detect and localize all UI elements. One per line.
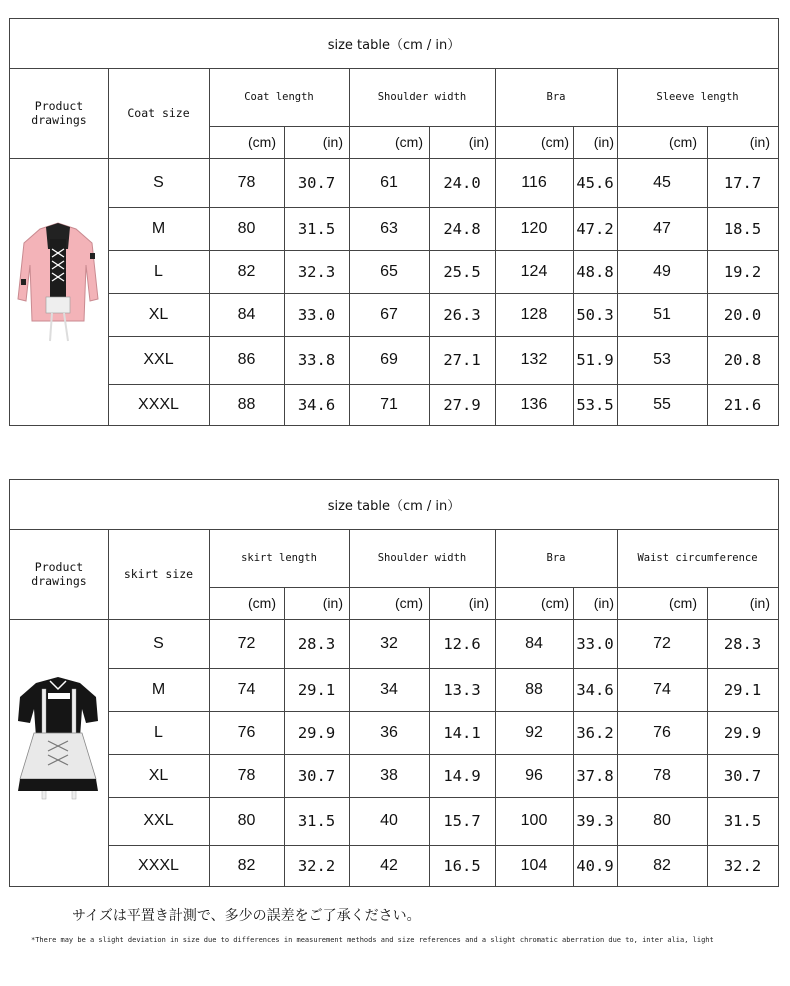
value-cell: 27.1 — [443, 351, 481, 369]
value-cell: 72 — [237, 634, 256, 652]
value-cell: 96 — [525, 766, 543, 784]
measure-header: Shoulder width — [377, 552, 467, 564]
value-cell: 29.9 — [297, 723, 336, 742]
measure-header: Coat length — [244, 91, 314, 103]
measure-header: Sleeve length — [656, 91, 739, 103]
unit-in: (in) — [468, 134, 489, 150]
value-cell: 29.1 — [723, 680, 762, 699]
unit-cm: (cm) — [248, 134, 276, 150]
size-column-label: skirt size — [123, 567, 194, 581]
size-table-skirt — [9, 479, 779, 887]
value-cell: 15.7 — [443, 812, 481, 830]
product-drawings-label: Product drawings — [31, 99, 87, 127]
value-cell: 13.3 — [443, 680, 481, 699]
measure-header: Bra — [546, 552, 566, 564]
value-cell: 40 — [380, 812, 398, 829]
measure-header: Shoulder width — [377, 91, 467, 103]
unit-cm: (cm) — [541, 595, 569, 611]
value-cell: 136 — [520, 396, 548, 413]
value-cell: 24.8 — [443, 219, 481, 238]
measure-header: Bra — [546, 91, 566, 103]
value-cell: 21.6 — [723, 396, 762, 414]
value-cell: 32.3 — [297, 262, 336, 281]
size-cell: S — [153, 173, 164, 191]
value-cell: 61 — [380, 173, 398, 191]
product-drawings-label: Product drawings — [31, 560, 87, 588]
value-cell: 25.5 — [443, 262, 481, 281]
value-cell: 100 — [520, 812, 548, 829]
size-cell: XXXL — [138, 857, 179, 874]
value-cell: 33.0 — [576, 634, 614, 653]
value-cell: 19.2 — [723, 262, 762, 281]
value-cell: 31.5 — [723, 812, 762, 830]
size-cell: XXL — [143, 351, 174, 368]
value-cell: 51.9 — [576, 351, 614, 369]
value-cell: 28.3 — [723, 634, 762, 653]
value-cell: 116 — [521, 173, 547, 191]
size-table-coat — [9, 18, 779, 426]
value-cell: 80 — [237, 219, 256, 237]
size-cell: XXL — [143, 812, 174, 829]
unit-cm: (cm) — [669, 595, 697, 611]
unit-in: (in) — [593, 595, 614, 611]
size-cell: L — [154, 262, 163, 280]
value-cell: 48.8 — [576, 262, 614, 281]
value-cell: 27.9 — [443, 396, 481, 414]
value-cell: 124 — [520, 262, 548, 280]
size-cell: XL — [148, 305, 169, 323]
table-title: size table（cm / in） — [327, 499, 461, 514]
value-cell: 34.6 — [297, 396, 336, 414]
value-cell: 50.3 — [576, 305, 614, 324]
size-cell: L — [154, 723, 163, 741]
value-cell: 49 — [653, 262, 671, 280]
value-cell: 82 — [237, 262, 256, 280]
value-cell: 32 — [380, 634, 398, 652]
value-cell: 42 — [380, 857, 398, 874]
value-cell: 132 — [520, 351, 548, 368]
unit-in: (in) — [468, 595, 489, 611]
unit-in: (in) — [322, 595, 343, 611]
unit-cm: (cm) — [248, 595, 276, 611]
value-cell: 80 — [237, 812, 256, 829]
unit-in: (in) — [749, 595, 770, 611]
value-cell: 84 — [237, 305, 256, 323]
value-cell: 39.3 — [576, 812, 614, 830]
size-cell: M — [151, 219, 166, 237]
unit-in: (in) — [322, 134, 343, 150]
value-cell: 86 — [237, 351, 256, 368]
value-cell: 67 — [380, 305, 398, 323]
value-cell: 92 — [525, 723, 543, 741]
value-cell: 104 — [520, 857, 548, 874]
value-cell: 47 — [653, 219, 671, 237]
measure-header: Waist circumference — [637, 552, 758, 564]
note-english: *There may be a slight deviation in size due to differences in measurement methods and size references and a slight chromatic aberration due to, inter alia, light — [31, 936, 714, 944]
value-cell: 14.1 — [443, 723, 481, 742]
value-cell: 16.5 — [443, 857, 481, 875]
unit-cm: (cm) — [395, 134, 423, 150]
note-japanese: サイズは平置き計測で、多少の誤差をご了承ください。 — [72, 908, 421, 924]
unit-in: (in) — [593, 134, 614, 150]
value-cell: 80 — [653, 812, 671, 829]
value-cell: 32.2 — [297, 857, 336, 875]
value-cell: 78 — [237, 173, 256, 191]
value-cell: 51 — [653, 305, 671, 323]
value-cell: 71 — [380, 396, 398, 413]
value-cell: 37.8 — [576, 766, 614, 785]
value-cell: 33.0 — [297, 305, 336, 324]
value-cell: 30.7 — [297, 766, 336, 785]
value-cell: 53.5 — [576, 396, 614, 414]
unit-cm: (cm) — [669, 134, 697, 150]
size-cell: XL — [148, 766, 169, 784]
value-cell: 128 — [520, 305, 548, 323]
value-cell: 40.9 — [576, 857, 614, 875]
value-cell: 78 — [237, 766, 256, 784]
value-cell: 12.6 — [443, 634, 481, 653]
value-cell: 32.2 — [723, 857, 762, 875]
value-cell: 28.3 — [297, 634, 336, 653]
size-column-label: Coat size — [127, 106, 190, 120]
value-cell: 17.7 — [723, 173, 762, 192]
value-cell: 31.5 — [297, 219, 336, 238]
value-cell: 29.1 — [297, 680, 336, 699]
value-cell: 88 — [237, 396, 256, 413]
value-cell: 65 — [380, 262, 398, 280]
value-cell: 20.8 — [723, 351, 762, 369]
unit-in: (in) — [749, 134, 770, 150]
value-cell: 45 — [653, 173, 671, 191]
value-cell: 47.2 — [576, 219, 614, 238]
value-cell: 88 — [525, 680, 543, 698]
value-cell: 36 — [380, 723, 398, 741]
value-cell: 74 — [237, 680, 256, 698]
value-cell: 74 — [653, 680, 671, 698]
coat-product-image — [12, 209, 106, 359]
value-cell: 120 — [520, 219, 548, 237]
unit-cm: (cm) — [395, 595, 423, 611]
value-cell: 69 — [380, 351, 398, 368]
value-cell: 31.5 — [297, 812, 336, 830]
dress-product-image — [12, 675, 106, 825]
value-cell: 18.5 — [723, 219, 762, 238]
value-cell: 36.2 — [576, 723, 614, 742]
value-cell: 55 — [653, 396, 671, 413]
value-cell: 76 — [653, 723, 671, 741]
value-cell: 33.8 — [297, 351, 336, 369]
size-cell: S — [153, 634, 164, 652]
value-cell: 76 — [237, 723, 256, 741]
value-cell: 34.6 — [576, 680, 614, 699]
value-cell: 72 — [653, 634, 671, 652]
value-cell: 34 — [380, 680, 398, 698]
value-cell: 14.9 — [443, 766, 481, 785]
value-cell: 26.3 — [443, 305, 481, 324]
size-cell: XXXL — [138, 396, 179, 413]
measure-header: skirt length — [241, 552, 317, 564]
value-cell: 78 — [653, 766, 671, 784]
size-cell: M — [151, 680, 166, 698]
value-cell: 29.9 — [723, 723, 762, 742]
value-cell: 63 — [380, 219, 398, 237]
value-cell: 82 — [237, 857, 256, 874]
value-cell: 38 — [380, 766, 398, 784]
table-title: size table（cm / in） — [327, 38, 461, 53]
value-cell: 30.7 — [723, 766, 762, 785]
value-cell: 82 — [653, 857, 671, 874]
value-cell: 53 — [653, 351, 671, 368]
value-cell: 45.6 — [576, 173, 614, 192]
unit-cm: (cm) — [541, 134, 569, 150]
value-cell: 20.0 — [723, 305, 762, 324]
value-cell: 30.7 — [297, 173, 336, 192]
value-cell: 84 — [525, 634, 543, 652]
value-cell: 24.0 — [443, 173, 481, 192]
